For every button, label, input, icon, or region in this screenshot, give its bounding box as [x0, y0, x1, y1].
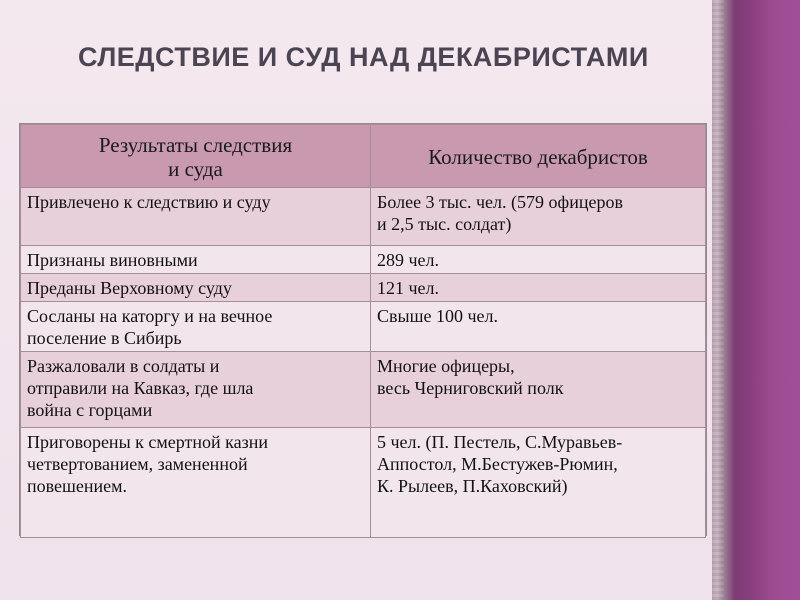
- table-cell-count: 121 чел.: [371, 274, 706, 302]
- table-row: [21, 188, 706, 246]
- table-cell-count: Свыше 100 чел.: [371, 302, 706, 352]
- page-title: СЛЕДСТВИЕ И СУД НАД ДЕКАБРИСТАМИ: [78, 42, 649, 72]
- table-row: [21, 302, 706, 352]
- table-cell-result: Признаны виновными: [21, 246, 371, 274]
- table-row: [21, 352, 706, 428]
- table-cell-count: Многие офицеры, весь Черниговский полк: [371, 352, 706, 428]
- table-cell-count: 289 чел.: [371, 246, 706, 274]
- table-cell-result: Сосланы на каторгу и на вечное поселение в Сибирь: [21, 302, 371, 352]
- table-row: [21, 246, 706, 274]
- table-cell-result: Привлечено к следствию и суду: [21, 188, 371, 246]
- table-header-row: [21, 125, 706, 188]
- table-cell-result: Приговорены к смертной казни четвертованием, замененной повешением.: [21, 428, 371, 538]
- table-cell-count: Более 3 тыс. чел. (579 офицеров и 2,5 тыс. солдат): [371, 188, 706, 246]
- table-row: [21, 274, 706, 302]
- column-header-results: Результаты следствия и суда: [21, 125, 371, 188]
- table-cell-result: Преданы Верховному суду: [21, 274, 371, 302]
- results-table-container: [19, 123, 707, 536]
- table-cell-result: Разжаловали в солдаты и отправили на Кавказ, где шла война с горцами: [21, 352, 371, 428]
- results-table: [20, 124, 706, 538]
- column-header-count: Количество декабристов: [371, 125, 706, 188]
- table-row: [21, 428, 706, 538]
- table-cell-count: 5 чел. (П. Пестель, С.Муравьев- Аппостол, М.Бестужев-Рюмин, К. Рылеев, П.Каховский): [371, 428, 706, 538]
- decorative-side-strip: [712, 0, 800, 600]
